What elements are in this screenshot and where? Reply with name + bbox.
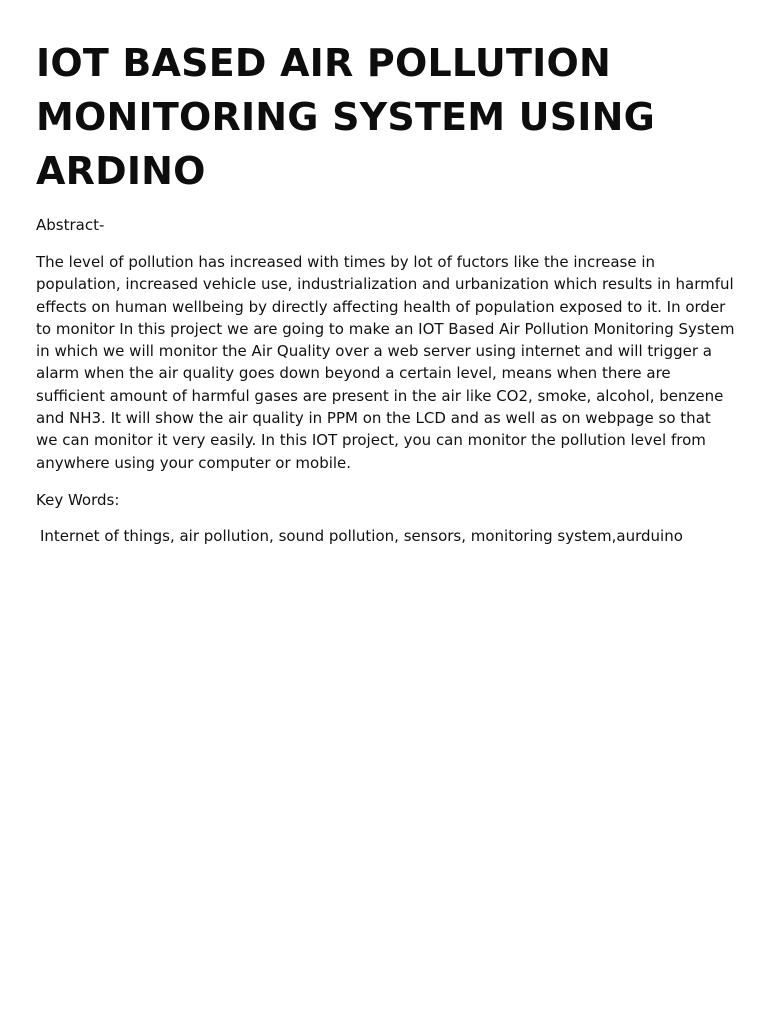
abstract-label: Abstract- xyxy=(36,216,105,234)
keywords-text: Internet of things, air pollution, sound pollution, sensors, monitoring system,aurduino xyxy=(40,526,683,545)
abstract-text: The level of pollution has increased with times by lot of fuctors like the increase in population, increased vehicle use, industrialization and urbanization which results in harmful effects on human wellbeing by directly affecting health of population exposed to it. In order to monitor In this project we are going to make an IOT Based Air Pollution Monitoring System in which we will monitor the Air Quality over a web server using internet and will trigger a alarm when the air quality goes down beyond a certain level, means when there are sufficient amount of harmful gases are present in the air like CO2, smoke, alcohol, benzene and NH3. It will show the air quality in PPM on the LCD and as well as on webpage so that we can monitor it very easily. In this IOT project, you can monitor the pollution level from anywhere using your computer or mobile. xyxy=(36,253,735,472)
keywords-label: Key Words: xyxy=(36,490,120,509)
document-title: IOT BASED AIR POLLUTION MONITORING SYSTEM USING ARDINO xyxy=(36,41,656,193)
